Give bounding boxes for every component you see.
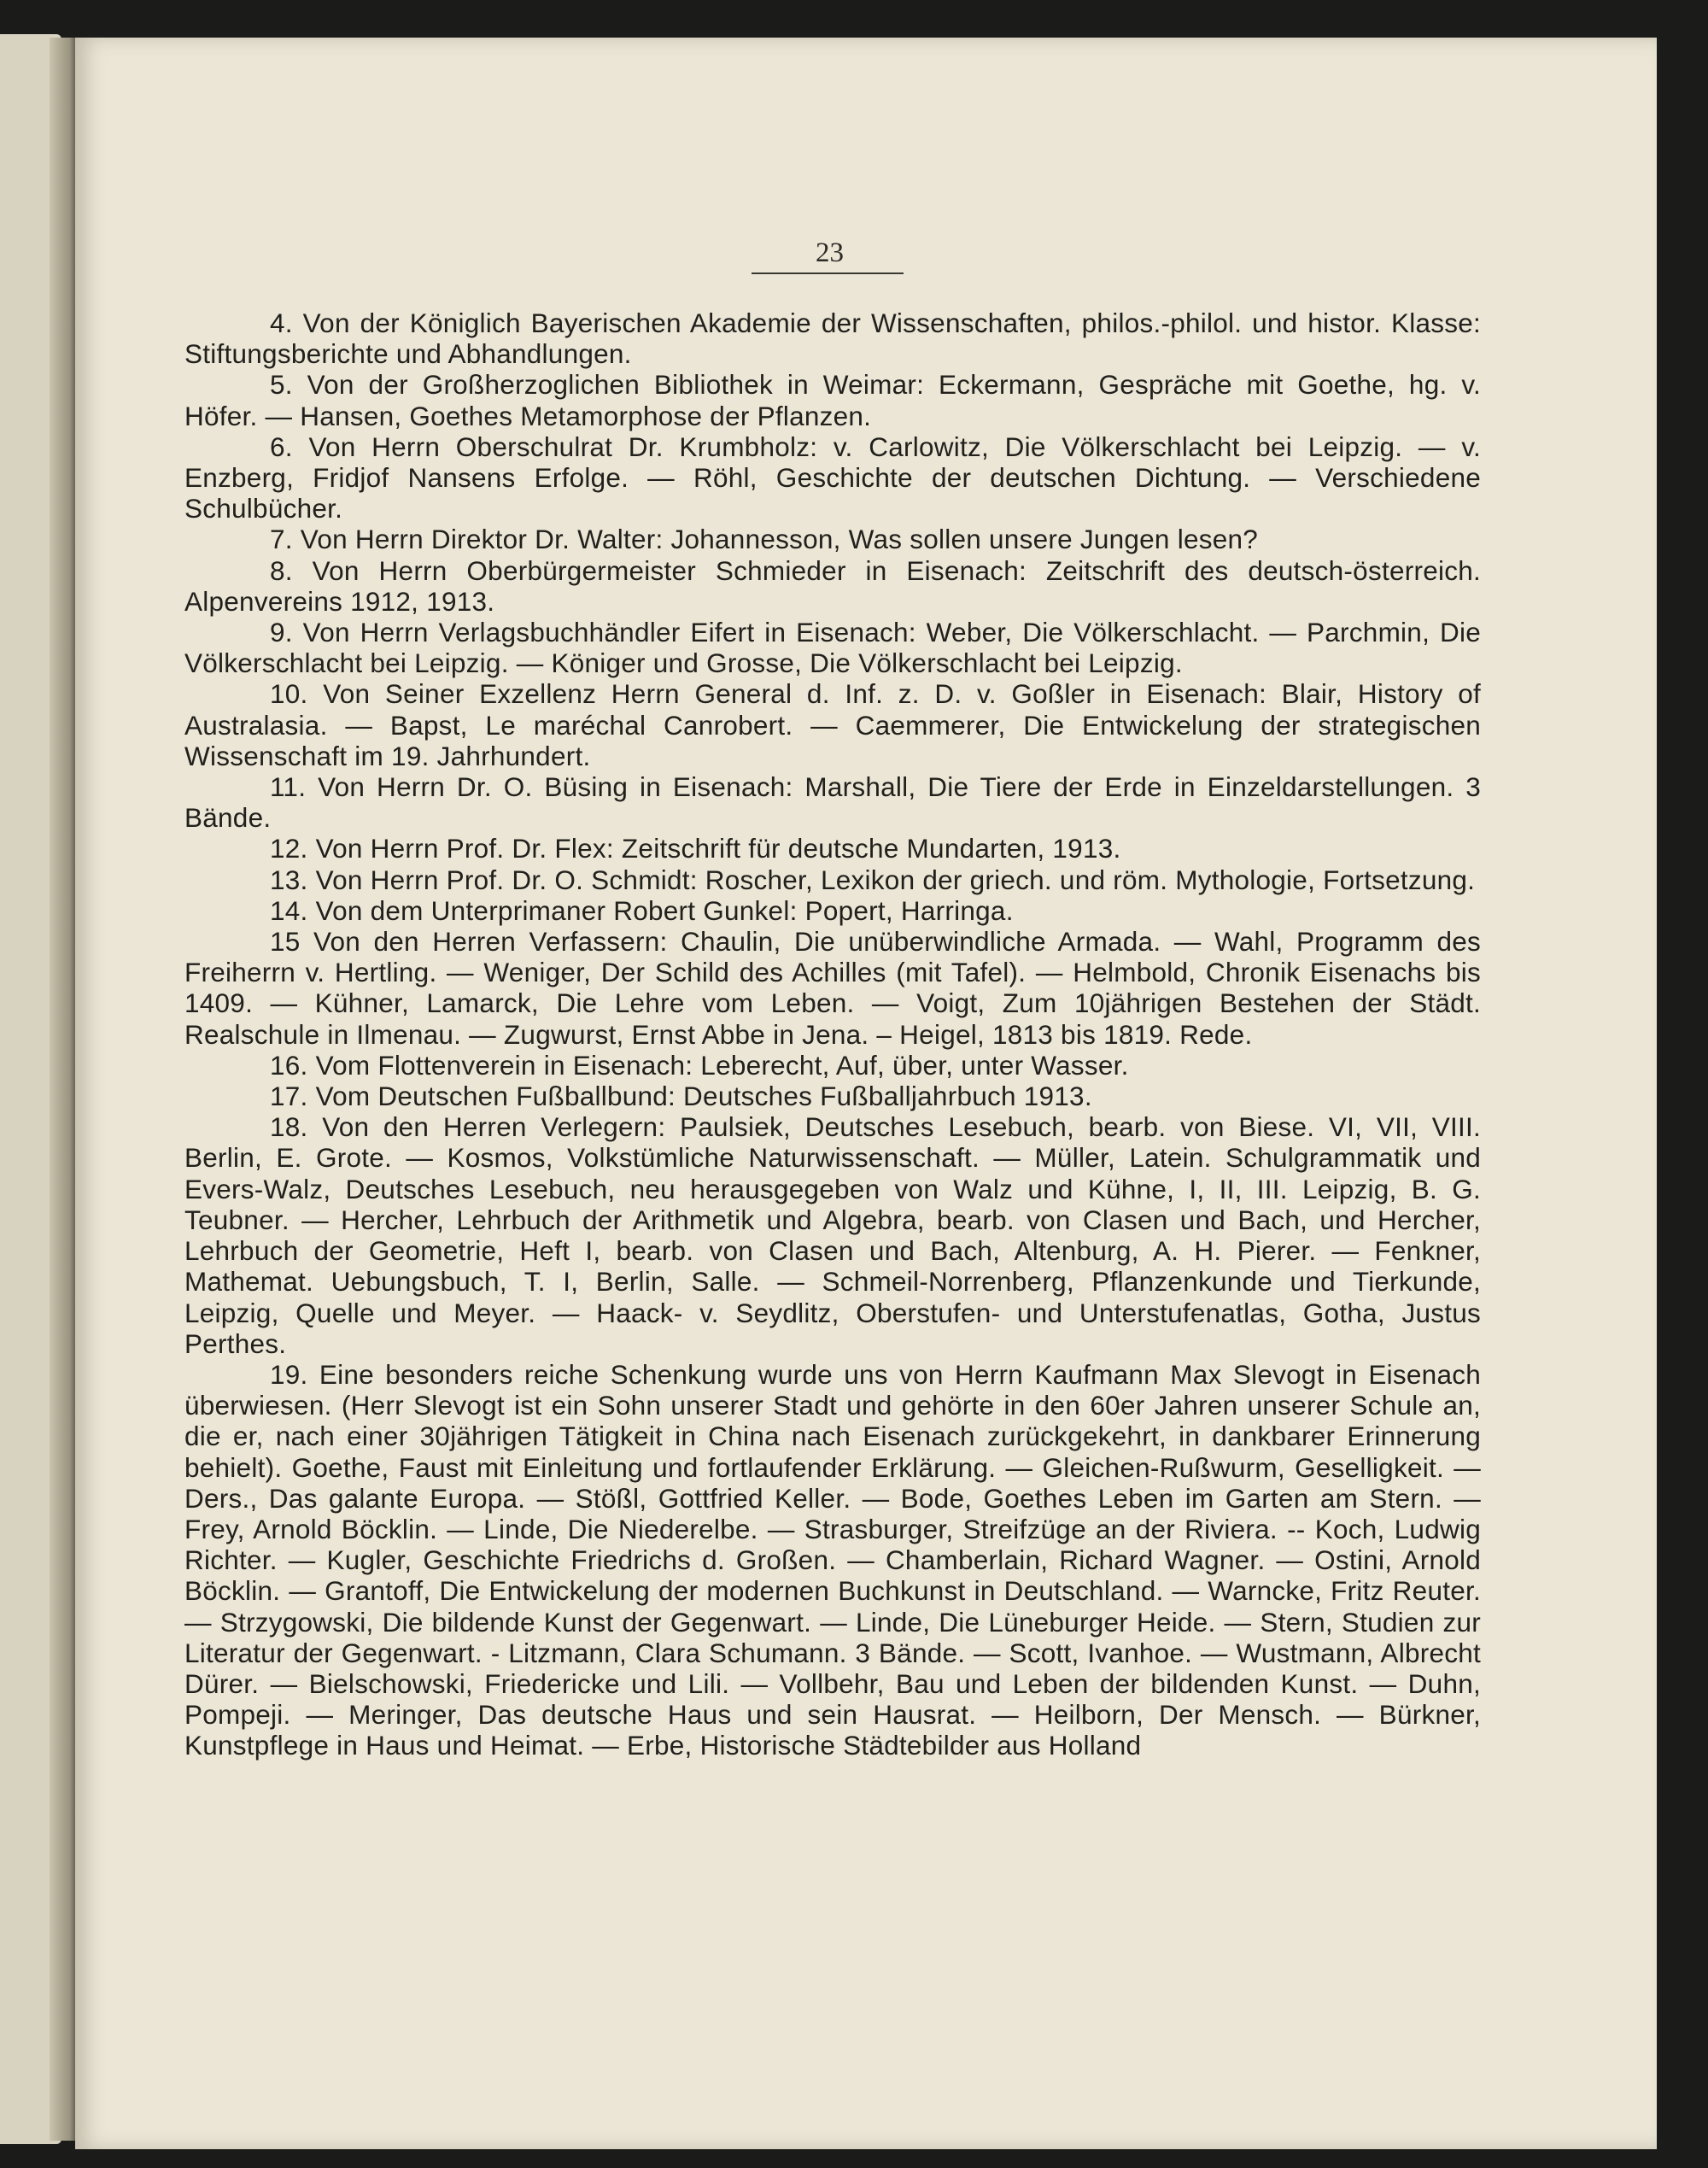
item-number: 13. <box>270 864 308 895</box>
list-item <box>184 678 1481 771</box>
item-text: Von den Herren Verfassern: Chaulin, Die unüberwindliche Armada. — Wahl, Programm des Freiherrn v. Hertling. — Weniger, Der Schild des Achilles (mit Tafel). — Helmbold, Chronik Eisenachs bis 1409. — Kühner, Lamarck, Die Lehre vom Leben. — Voigt, Zum 10jährigen Bestehen der Städt. Realschule in Ilmenau. — Zugwurst, Ernst Abbe in Jena. – Heigel, 1813 bis 1819. Rede. <box>184 926 1481 1050</box>
item-text: Von Herrn Prof. Dr. O. Schmidt: Roscher, Lexikon der griech. und röm. Mythologie, Fortsetzung. <box>315 864 1476 895</box>
item-number: 4. <box>270 308 293 338</box>
list-item <box>184 864 1481 895</box>
book-gutter <box>50 38 79 2141</box>
item-text: Von Seiner Exzellenz Herrn General d. Inf. z. D. v. Goßler in Eisenach: Blair, History of Australasia. — Bapst, Le maréchal Canrobert. — Caemmerer, Die Entwickelung der strategischen Wissenschaft im 19. Jahrhundert. <box>184 678 1481 771</box>
list-item <box>184 1359 1481 1761</box>
item-number: 16. <box>270 1049 308 1081</box>
list-item <box>184 369 1481 431</box>
item-text: Von Herrn Verlagsbuchhändler Eifert in Eisenach: Weber, Die Völkerschlacht. — Parchmin, Die Völkerschlacht bei Leipzig. — Königer und Grosse, Die Völkerschlacht bei Leipzig. <box>184 617 1481 679</box>
item-text: Von Herrn Oberbürgermeister Schmieder in Eisenach: Zeitschrift des deutsch-österreich. Alpenvereins 1912, 1913. <box>184 554 1481 617</box>
item-text: Von Herrn Direktor Dr. Walter: Johannesson, Was sollen unsere Jungen lesen? <box>300 524 1259 555</box>
list-item <box>184 555 1481 617</box>
item-number: 10. <box>270 678 308 710</box>
list-item <box>184 1111 1481 1359</box>
item-text: Von den Herren Verlegern: Paulsiek, Deutsches Lesebuch, bearb. von Biese. VI, VII, VIII. Berlin, E. Grote. — Kosmos, Volkstümliche Naturwissenschaft. — Müller, Latein. Schulgrammatik und Evers-Walz, Deutsches Lesebuch, neu herausgegeben von Walz und Kühne, I, II, III. Leipzig, B. G. Teubner. — Hercher, Lehrbuch der Arithmetik und Algebra, bearb. von Clasen und Bach, und Hercher, Lehrbuch der Geometrie, Heft I, bearb. von Clasen und Bach, Altenburg, A. H. Pierer. — Fenkner, Mathemat. Uebungsbuch, T. I, Berlin, Salle. — Schmeil-Norrenberg, Pflanzenkunde und Tierkunde, Leipzig, Quelle und Meyer. — Haack- v. Seydlitz, Oberstufen- und Unterstufenatlas, Gotha, Justus Perthes. <box>184 1111 1481 1359</box>
item-number: 15 <box>270 926 301 958</box>
item-number: 5. <box>270 369 293 401</box>
page-number-rule <box>752 272 904 274</box>
list-item <box>184 926 1481 1050</box>
item-text: Von dem Unterprimaner Robert Gunkel: Popert, Harringa. <box>315 894 1014 926</box>
page-number: 23 <box>816 237 844 268</box>
list-item <box>184 1050 1481 1081</box>
item-text: Vom Deutschen Fußballbund: Deutsches Fußballjahrbuch 1913. <box>315 1081 1092 1112</box>
list-item <box>184 524 1481 554</box>
item-number: 8. <box>270 554 293 586</box>
item-text: Eine besonders reiche Schenkung wurde uns von Herrn Kaufmann Max Slevogt in Eisenach überwiesen. (Herr Slevogt ist ein Sohn unserer Stadt und gehörte in den 60er Jahren unserer Schule an, die er, nach einer 30jährigen Tätigkeit in China nach Eisenach zurückgekehrt, in dankbarer Erinnerung behielt). Goethe, Faust mit Einleitung und fortlaufender Erklärung. — Gleichen-Rußwurm, Geselligkeit. — Ders., Das galante Europa. — Stößl, Gottfried Keller. — Bode, Goethes Leben im Garten am Stern. — Frey, Arnold Böcklin. — Linde, Die Niederelbe. — Strasburger, Streifzüge an der Riviera. -- Koch, Ludwig Richter. — Kugler, Geschichte Friedrichs d. Großen. — Chamberlain, Richard Wagner. — Ostini, Arnold Böcklin. — Grantoff, Die Entwickelung der modernen Buchkunst in Deutschland. — Warncke, Fritz Reuter. — Strzygowski, Die bildende Kunst der Gegenwart. — Linde, Die Lüneburger Heide. — Stern, Studien zur Literatur der Gegenwart. - Litzmann, Clara Schumann. 3 Bände. — Scott, Ivanhoe. — Wustmann, Albrecht Dürer. — Bielschowski, Friedericke und Lili. — Vollbehr, Bau und Leben der bildenden Kunst. — Duhn, Pompeji. — Meringer, Das deutsche Haus und sein Hausrat. — Heilborn, Der Mensch. — Bürkner, Kunstpflege in Haus und Heimat. — Erbe, Historische Städtebilder aus Holland <box>184 1358 1481 1761</box>
item-number: 7. <box>270 524 293 555</box>
item-text: Von Herrn Dr. O. Büsing in Eisenach: Marshall, Die Tiere der Erde in Einzeldarstellungen. 3 Bände. <box>184 771 1481 834</box>
list-item <box>184 833 1481 864</box>
item-number: 11. <box>270 771 307 803</box>
list-item <box>184 895 1481 926</box>
item-number: 19. <box>270 1358 308 1390</box>
list-item <box>184 308 1481 369</box>
list-item <box>184 617 1481 678</box>
item-number: 14. <box>270 894 308 926</box>
donation-list <box>184 308 1481 1761</box>
list-item <box>184 1081 1481 1111</box>
item-text: Von Herrn Oberschulrat Dr. Krumbholz: v. Carlowitz, Die Völkerschlacht bei Leipzig. — v. Enzberg, Fridjof Nansens Erfolge. — Röhl, Geschichte der deutschen Dichtung. — Verschiedene Schulbücher. <box>184 431 1481 524</box>
item-text: Von Herrn Prof. Dr. Flex: Zeitschrift für deutsche Mundarten, 1913. <box>315 833 1121 864</box>
item-text: Von der Königlich Bayerischen Akademie der Wissenschaften, philos.-philol. und histor. Klasse: Stiftungsberichte und Abhandlungen. <box>184 308 1481 370</box>
item-number: 9. <box>270 617 293 648</box>
item-text: Vom Flottenverein in Eisenach: Leberecht, Auf, über, unter Wasser. <box>315 1049 1129 1081</box>
list-item <box>184 431 1481 524</box>
item-number: 6. <box>270 431 293 462</box>
item-number: 17. <box>270 1081 308 1112</box>
item-number: 12. <box>270 833 308 864</box>
item-text: Von der Großherzoglichen Bibliothek in Weimar: Eckermann, Gespräche mit Goethe, hg. v. Höfer. — Hansen, Goethes Metamorphose der Pflanzen. <box>184 369 1481 431</box>
list-item <box>184 771 1481 833</box>
item-number: 18. <box>270 1111 308 1143</box>
